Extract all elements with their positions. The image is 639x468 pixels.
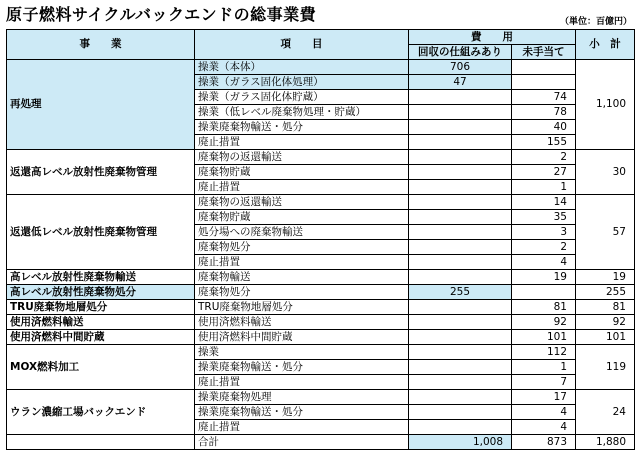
category-cell: 使用済燃料中間貯蔵 xyxy=(7,330,195,345)
item-cell: 廃止措置 xyxy=(195,420,409,435)
unfunded-cost-cell: 4 xyxy=(512,420,576,435)
funded-cost-cell: 255 xyxy=(409,285,512,300)
funded-cost-cell xyxy=(409,390,512,405)
header-category: 事 業 xyxy=(7,30,195,60)
item-cell: 廃止措置 xyxy=(195,135,409,150)
cost-table xyxy=(6,29,635,450)
subtotal-cell: 81 xyxy=(576,300,635,315)
item-cell: 廃棄物の返還輸送 xyxy=(195,150,409,165)
item-cell: 廃棄物輸送 xyxy=(195,270,409,285)
item-cell: 操業（ガラス固化体貯蔵） xyxy=(195,90,409,105)
unfunded-cost-cell: 112 xyxy=(512,345,576,360)
funded-cost-cell xyxy=(409,225,512,240)
funded-cost-cell xyxy=(409,210,512,225)
category-cell: ウラン濃縮工場バックエンド xyxy=(7,390,195,435)
category-cell: MOX燃料加工 xyxy=(7,345,195,390)
table-row xyxy=(7,315,635,330)
unfunded-cost-cell: 4 xyxy=(512,405,576,420)
subtotal-cell: 119 xyxy=(576,345,635,390)
funded-cost-cell xyxy=(409,90,512,105)
unfunded-cost-cell: 1 xyxy=(512,180,576,195)
subtotal-cell: 101 xyxy=(576,330,635,345)
category-cell: 再処理 xyxy=(7,60,195,150)
item-cell: 廃棄物貯蔵 xyxy=(195,210,409,225)
header-funded: 回収の仕組みあり xyxy=(409,45,512,60)
unfunded-cost-cell xyxy=(512,285,576,300)
header-subtotal: 小 計 xyxy=(576,30,635,60)
category-cell: 返還高レベル放射性廃棄物管理 xyxy=(7,150,195,195)
funded-cost-cell xyxy=(409,330,512,345)
funded-cost-cell xyxy=(409,270,512,285)
funded-cost-cell xyxy=(409,375,512,390)
item-cell: 操業廃棄物輸送・処分 xyxy=(195,360,409,375)
total-funded-cell: 1,008 xyxy=(409,435,512,450)
total-row xyxy=(7,435,635,450)
table-row xyxy=(7,270,635,285)
category-cell: 返還低レベル放射性廃棄物管理 xyxy=(7,195,195,270)
funded-cost-cell xyxy=(409,255,512,270)
unit-label: （単位：百億円） xyxy=(559,17,632,27)
item-cell: 廃棄物の返還輸送 xyxy=(195,195,409,210)
unfunded-cost-cell: 4 xyxy=(512,255,576,270)
item-cell: 操業（ガラス固化体処理） xyxy=(195,75,409,90)
funded-cost-cell xyxy=(409,105,512,120)
table-row xyxy=(7,285,635,300)
funded-cost-cell xyxy=(409,240,512,255)
header-cost: 費 用 xyxy=(409,30,576,45)
item-cell: 廃棄物処分 xyxy=(195,285,409,300)
unfunded-cost-cell: 40 xyxy=(512,120,576,135)
subtotal-cell: 92 xyxy=(576,315,635,330)
item-cell: 廃止措置 xyxy=(195,375,409,390)
funded-cost-cell xyxy=(409,150,512,165)
item-cell: 操業（低レベル廃棄物処理・貯蔵） xyxy=(195,105,409,120)
table-row xyxy=(7,195,635,210)
unfunded-cost-cell: 155 xyxy=(512,135,576,150)
funded-cost-cell xyxy=(409,405,512,420)
item-cell: 廃止措置 xyxy=(195,255,409,270)
page-title: 原子燃料サイクルバックエンドの総事業費 xyxy=(6,5,317,24)
unfunded-cost-cell: 2 xyxy=(512,150,576,165)
item-cell: 処分場への廃棄物輸送 xyxy=(195,225,409,240)
unfunded-cost-cell: 27 xyxy=(512,165,576,180)
header-item: 項 目 xyxy=(195,30,409,60)
item-cell: 操業廃棄物処理 xyxy=(195,390,409,405)
funded-cost-cell xyxy=(409,165,512,180)
total-unfunded-cell: 873 xyxy=(512,435,576,450)
total-label: 合計 xyxy=(195,435,409,450)
subtotal-cell: 30 xyxy=(576,150,635,195)
table-row xyxy=(7,345,635,360)
unfunded-cost-cell: 17 xyxy=(512,390,576,405)
item-cell: 使用済燃料中間貯蔵 xyxy=(195,330,409,345)
total-subtotal-cell: 1,880 xyxy=(576,435,635,450)
funded-cost-cell xyxy=(409,315,512,330)
funded-cost-cell xyxy=(409,360,512,375)
subtotal-cell: 57 xyxy=(576,195,635,270)
unfunded-cost-cell: 92 xyxy=(512,315,576,330)
item-cell: TRU廃棄物地層処分 xyxy=(195,300,409,315)
table-row xyxy=(7,390,635,405)
header-row xyxy=(7,30,635,45)
unfunded-cost-cell: 74 xyxy=(512,90,576,105)
unfunded-cost-cell: 19 xyxy=(512,270,576,285)
item-cell: 廃止措置 xyxy=(195,180,409,195)
category-cell: 高レベル放射性廃棄物処分 xyxy=(7,285,195,300)
unfunded-cost-cell: 81 xyxy=(512,300,576,315)
category-cell: TRU廃棄物地層処分 xyxy=(7,300,195,315)
unfunded-cost-cell: 14 xyxy=(512,195,576,210)
item-cell: 廃棄物処分 xyxy=(195,240,409,255)
table-row xyxy=(7,60,635,75)
subtotal-cell: 19 xyxy=(576,270,635,285)
item-cell: 廃棄物貯蔵 xyxy=(195,165,409,180)
funded-cost-cell xyxy=(409,195,512,210)
unfunded-cost-cell: 7 xyxy=(512,375,576,390)
unfunded-cost-cell: 2 xyxy=(512,240,576,255)
table-row xyxy=(7,330,635,345)
table-row xyxy=(7,300,635,315)
subtotal-cell: 1,100 xyxy=(576,60,635,150)
unfunded-cost-cell: 78 xyxy=(512,105,576,120)
funded-cost-cell: 47 xyxy=(409,75,512,90)
table-row xyxy=(7,150,635,165)
total-blank-cell xyxy=(7,435,195,450)
funded-cost-cell xyxy=(409,120,512,135)
category-cell: 使用済燃料輸送 xyxy=(7,315,195,330)
item-cell: 操業（本体） xyxy=(195,60,409,75)
funded-cost-cell: 706 xyxy=(409,60,512,75)
funded-cost-cell xyxy=(409,345,512,360)
unfunded-cost-cell: 3 xyxy=(512,225,576,240)
unfunded-cost-cell: 35 xyxy=(512,210,576,225)
unfunded-cost-cell: 1 xyxy=(512,360,576,375)
funded-cost-cell xyxy=(409,420,512,435)
item-cell: 操業廃棄物輸送・処分 xyxy=(195,120,409,135)
item-cell: 操業廃棄物輸送・処分 xyxy=(195,405,409,420)
funded-cost-cell xyxy=(409,135,512,150)
subtotal-cell: 24 xyxy=(576,390,635,435)
funded-cost-cell xyxy=(409,300,512,315)
item-cell: 使用済燃料輸送 xyxy=(195,315,409,330)
item-cell: 操業 xyxy=(195,345,409,360)
funded-cost-cell xyxy=(409,180,512,195)
unfunded-cost-cell xyxy=(512,60,576,75)
unfunded-cost-cell: 101 xyxy=(512,330,576,345)
header-unfunded: 未手当て xyxy=(512,45,576,60)
unfunded-cost-cell xyxy=(512,75,576,90)
category-cell: 高レベル放射性廃棄物輸送 xyxy=(7,270,195,285)
subtotal-cell: 255 xyxy=(576,285,635,300)
